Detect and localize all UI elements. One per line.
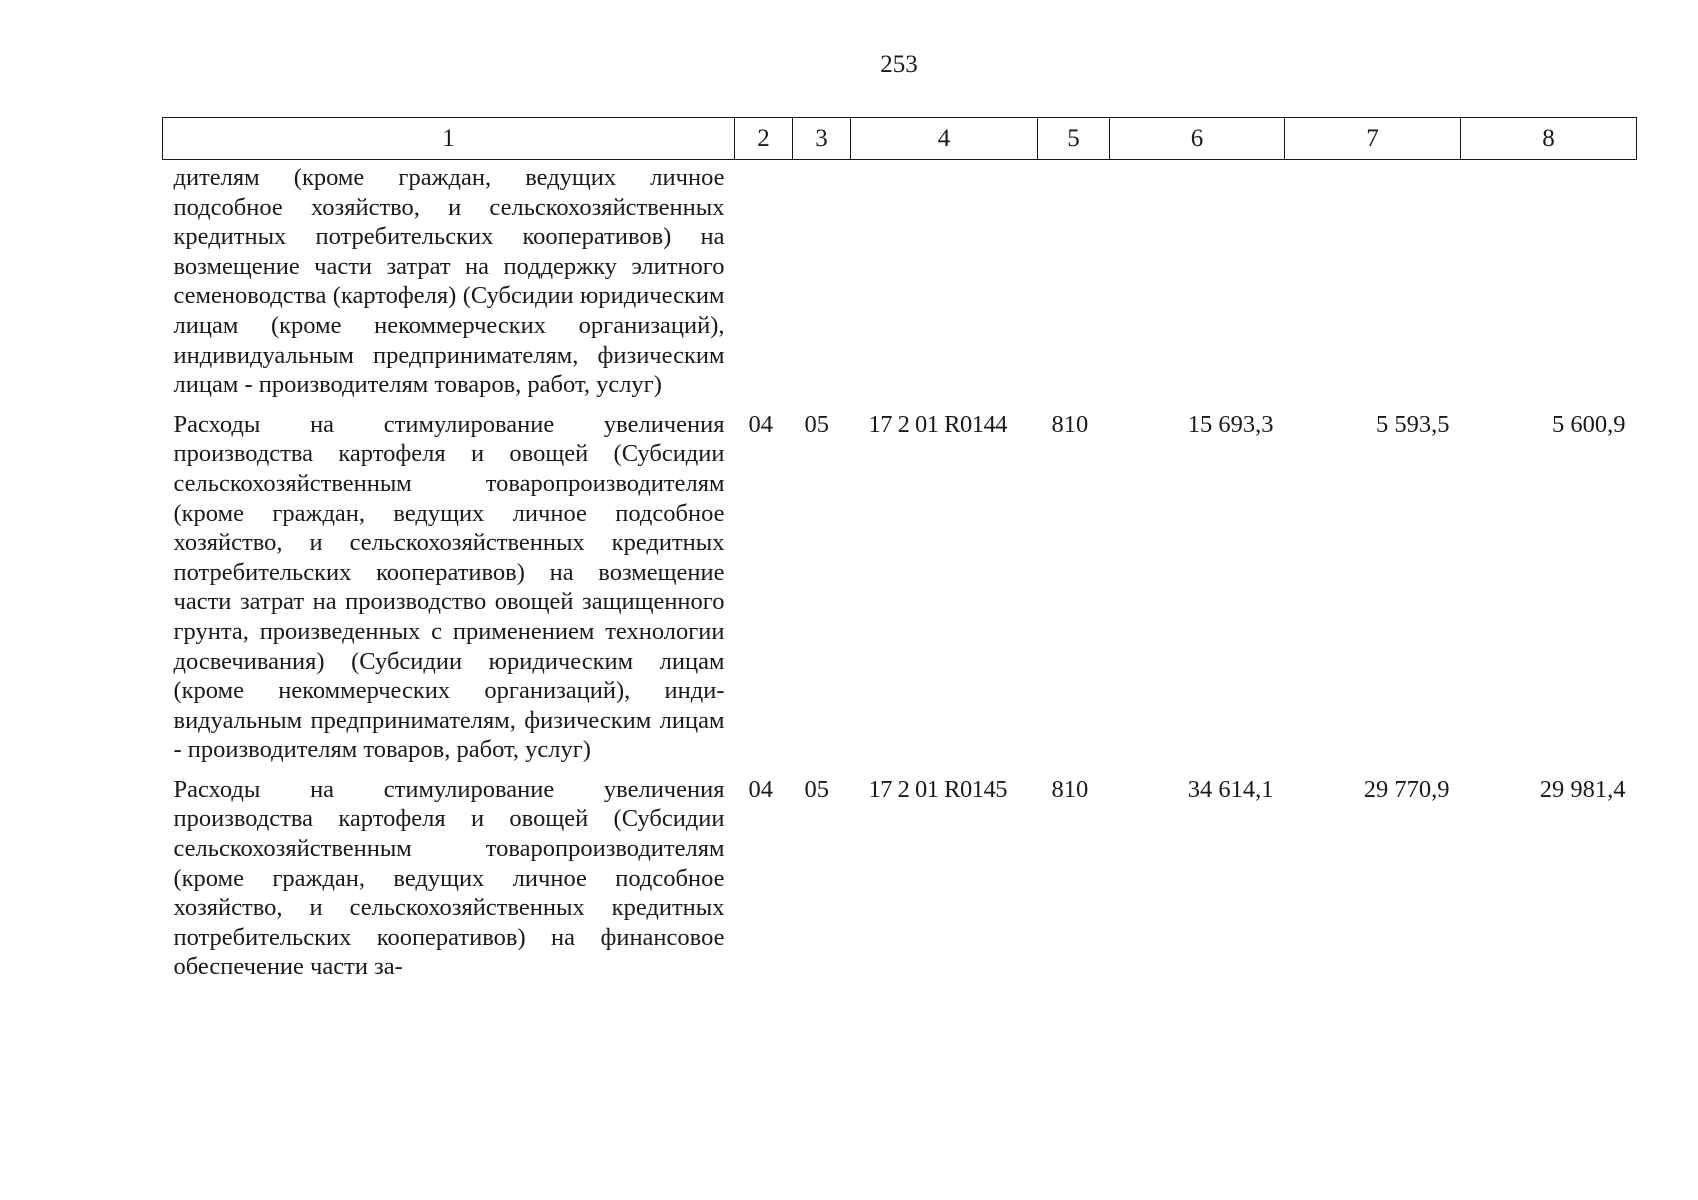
row-description: Расходы на стимулирование увеличения производства картофеля и овощей (Субсидии сельскохозяйственным товаропроизводителям (кроме граждан, ведущих личное подсобное хозяйство, и сельскохозяйственных кредитных потребительских кооперативов) на финансовое обеспечение части за- (173, 775, 725, 981)
row-section: 04 (748, 410, 773, 438)
row-target-code: 17 2 01 R0144 (868, 410, 1007, 438)
row-expense-type: 810 (1051, 410, 1089, 438)
header-col-7: 7 (1285, 118, 1461, 160)
header-col-1: 1 (163, 118, 735, 160)
row-amount-col-8: 29 981,4 (1539, 775, 1626, 803)
row-description: дителям (кроме граждан, ведущих личное подсобное хозяйство, и сельскохозяйственных кредитных потребительских кооперативов) на возмещение части затрат на поддержку элитного семеноводства (картофеля) (Субсидии юридическим лицам (кроме некоммерческих организаций), индивидуальным предпринимателям, физическим лицам - производителям товаров, работ, услуг) (173, 164, 725, 399)
row-section (735, 160, 793, 410)
table-header (163, 118, 1637, 160)
table-row (163, 410, 1637, 775)
header-col-8: 8 (1461, 118, 1637, 160)
row-amount-col-8: 5 600,9 (1552, 410, 1626, 438)
row-amount-col-7: 5 593,5 (1376, 410, 1450, 438)
row-amount-col-6 (1110, 160, 1285, 410)
header-col-5: 5 (1038, 118, 1110, 160)
row-subsection: 05 (804, 775, 829, 803)
row-amount-col-8 (1461, 160, 1637, 410)
budget-table (162, 117, 1637, 992)
row-amount-col-7 (1285, 160, 1461, 410)
page-number: 253 (880, 51, 918, 78)
row-subsection: 05 (804, 410, 829, 438)
row-description: Расходы на стимулирование увеличения производства картофеля и овощей (Субсидии сельскохозяйственным товаропроизводителям (кроме граждан, ведущих личное подсобное хозяйство, и сельскохозяйственных кредитных потребительских кооперативов) на возмещение части затрат на производство овощей защищенного грунта, произведенных с применением технологии досвечивания) (Субсидии юридическим лицам (кроме некоммерческих организаций), индивидуальным предпринимателям, физическим лицам - производителям товаров, работ, услуг) (173, 410, 725, 764)
header-col-6: 6 (1110, 118, 1285, 160)
header-col-3: 3 (793, 118, 851, 160)
row-amount-col-6: 15 693,3 (1187, 410, 1274, 438)
row-amount-col-7: 29 770,9 (1363, 775, 1450, 803)
row-subsection (793, 160, 851, 410)
row-amount-col-6: 34 614,1 (1187, 775, 1274, 803)
header-col-2: 2 (735, 118, 793, 160)
table-row (163, 775, 1637, 992)
row-expense-type (1038, 160, 1110, 410)
row-target-code: 17 2 01 R0145 (868, 775, 1007, 803)
header-row (163, 118, 1637, 160)
row-target-code (851, 160, 1038, 410)
table-row (163, 160, 1637, 410)
row-expense-type: 810 (1051, 775, 1089, 803)
row-section: 04 (748, 775, 773, 803)
header-col-4: 4 (851, 118, 1038, 160)
